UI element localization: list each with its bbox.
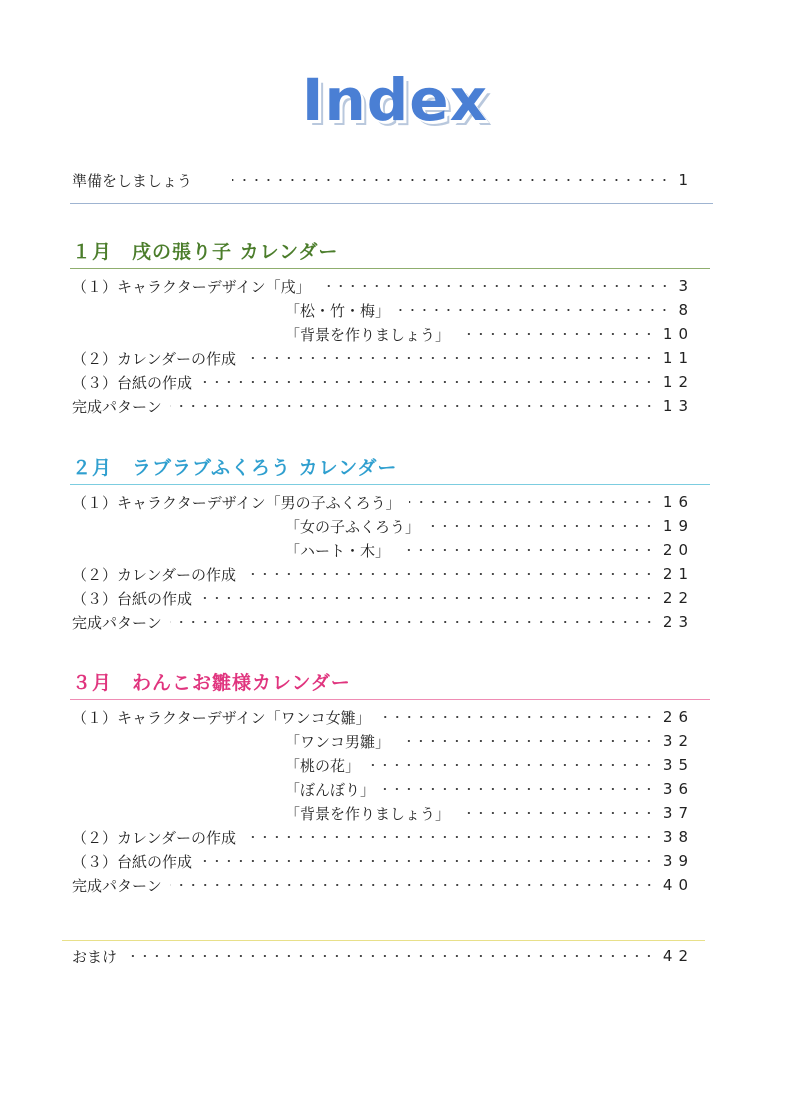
entry-sublabel: 「背景を作りましょう」 [285, 804, 451, 823]
page-number: 42 [662, 947, 694, 965]
page-number: 26 [662, 708, 694, 726]
page-number: 19 [662, 517, 694, 535]
entry-label: （２）カレンダーの作成 [72, 828, 237, 847]
entry-sublabel: 「ハート・木」 [285, 541, 391, 560]
entry-label: 完成パターン [72, 613, 162, 632]
dot-leader [200, 597, 655, 599]
page-number: 32 [662, 732, 694, 750]
entry-sublabel: 「ワンコ女雛」 [265, 708, 371, 727]
entry-sublabel: 「桃の花」 [285, 756, 361, 775]
toc-entry[interactable] [285, 753, 694, 777]
chapter-heading-3: ３月 わんこお雛様カレンダー [72, 672, 351, 694]
page-number: 3 [678, 277, 694, 295]
dot-leader [398, 309, 670, 311]
dot-leader [379, 716, 655, 718]
toc-entry[interactable] [72, 825, 694, 849]
toc-entry[interactable] [72, 394, 694, 418]
entry-label: （２）カレンダーの作成 [72, 565, 237, 584]
page-number: 22 [662, 589, 694, 607]
entry-sublabel: 「女の子ふくろう」 [285, 517, 421, 536]
entry-label: 準備をしましょう [72, 171, 193, 190]
dot-leader [409, 501, 655, 503]
toc-entry[interactable] [72, 610, 694, 634]
page-number: 16 [662, 493, 694, 511]
toc-entry[interactable] [72, 562, 694, 586]
dot-leader [232, 179, 670, 181]
entry-sublabel: 「男の子ふくろう」 [265, 493, 401, 512]
page-number: 38 [662, 828, 694, 846]
entry-label: （１）キャラクターデザイン [72, 493, 266, 512]
dot-leader [428, 525, 655, 527]
toc-entry[interactable] [72, 490, 694, 514]
page-number: 35 [662, 756, 694, 774]
chapter-1-rule [70, 268, 710, 269]
page-number: 39 [662, 852, 694, 870]
dot-leader [458, 333, 655, 335]
entry-label: （１）キャラクターデザイン [72, 277, 266, 296]
dot-leader [244, 573, 655, 575]
toc-entry[interactable] [285, 298, 694, 322]
page-number: 11 [662, 349, 694, 367]
entry-label: 完成パターン [72, 876, 162, 895]
page-number: 40 [662, 876, 694, 894]
toc-entry[interactable] [285, 322, 694, 346]
dot-leader [458, 812, 655, 814]
page-number: 10 [662, 325, 694, 343]
toc-entry[interactable] [72, 370, 694, 394]
divider-extra [62, 940, 705, 941]
entry-label: （３）台紙の作成 [72, 852, 193, 871]
page-number: 1 [678, 171, 694, 189]
chapter-heading-2: ２月 ラブラブふくろう カレンダー [72, 457, 398, 479]
toc-entry-extra[interactable] [72, 944, 694, 968]
dot-leader [244, 357, 655, 359]
toc-entry[interactable] [72, 849, 694, 873]
toc-entry[interactable] [285, 801, 694, 825]
dot-leader [170, 405, 655, 407]
entry-label: （３）台紙の作成 [72, 589, 193, 608]
toc-entry[interactable] [285, 538, 694, 562]
dot-leader [200, 381, 655, 383]
chapter-2-rule [70, 484, 710, 485]
toc-entry[interactable] [285, 729, 694, 753]
page-number: 8 [678, 301, 694, 319]
page-number: 12 [662, 373, 694, 391]
page-number: 36 [662, 780, 694, 798]
toc-entry[interactable] [72, 705, 694, 729]
dot-leader [125, 955, 655, 957]
dot-leader [383, 788, 655, 790]
entry-label: 完成パターン [72, 397, 162, 416]
page-title: Index [301, 66, 489, 134]
dot-leader [170, 884, 655, 886]
toc-entry-intro[interactable] [72, 168, 694, 192]
toc-entry[interactable] [285, 777, 694, 801]
page-number: 13 [662, 397, 694, 415]
entry-label: （３）台紙の作成 [72, 373, 193, 392]
entry-label: おまけ [72, 947, 118, 966]
entry-label: （２）カレンダーの作成 [72, 349, 237, 368]
divider [70, 203, 713, 204]
dot-leader [398, 549, 655, 551]
toc-entry[interactable] [72, 873, 694, 897]
entry-sublabel: 「松・竹・梅」 [285, 301, 391, 320]
dot-leader [398, 740, 655, 742]
toc-entry[interactable] [72, 586, 694, 610]
toc-entry[interactable] [72, 274, 694, 298]
toc-entry[interactable] [285, 514, 694, 538]
dot-leader [170, 621, 655, 623]
chapter-3-rule [70, 699, 710, 700]
toc-entry[interactable] [72, 346, 694, 370]
entry-sublabel: 「戌」 [265, 277, 311, 296]
dot-leader [368, 764, 655, 766]
page-number: 37 [662, 804, 694, 822]
dot-leader [200, 860, 655, 862]
entry-sublabel: 「ワンコ男雛」 [285, 732, 391, 751]
entry-sublabel: 「背景を作りましょう」 [285, 325, 451, 344]
entry-sublabel: 「ぼんぼり」 [285, 780, 376, 799]
dot-leader [319, 285, 671, 287]
chapter-heading-1: １月 戌の張り子 カレンダー [72, 241, 339, 263]
page-number: 20 [662, 541, 694, 559]
entry-label: （１）キャラクターデザイン [72, 708, 266, 727]
page-number: 23 [662, 613, 694, 631]
page-number: 21 [662, 565, 694, 583]
dot-leader [244, 836, 655, 838]
